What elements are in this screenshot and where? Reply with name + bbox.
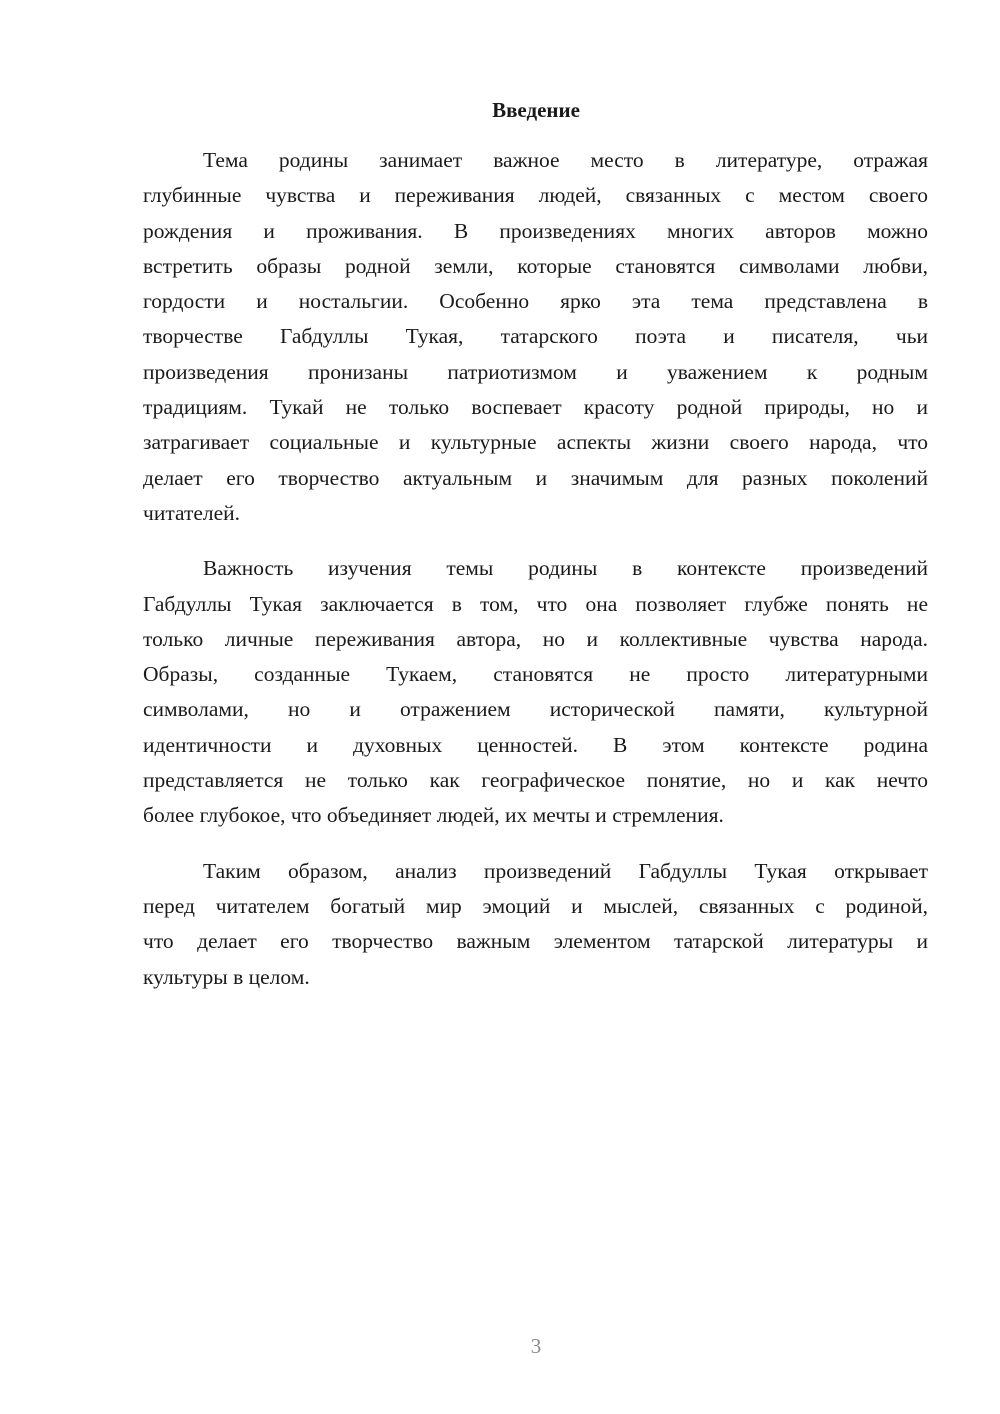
text-line: перед читателем богатый мир эмоций и мыслей, связанных с родиной, (143, 893, 928, 918)
text-line: читателей. (143, 500, 241, 525)
text-line: более глубокое, что объединяет людей, их мечты и стремления. (143, 803, 724, 828)
text-line: творчестве Габдуллы Тукая, татарского поэта и писателя, чьи (143, 324, 928, 349)
text-line: Образы, созданные Тукаем, становятся не просто литературными (143, 662, 928, 687)
text-line: культуры в целом. (143, 964, 310, 989)
paragraph (143, 551, 928, 833)
paragraph (143, 854, 928, 995)
text-line: произведения пронизаны патриотизмом и уважением к родным (143, 359, 928, 384)
text-line: затрагивает социальные и культурные аспекты жизни своего народа, что (143, 430, 928, 455)
text-line: глубинные чувства и переживания людей, связанных с местом своего (143, 183, 928, 208)
text-line: делает его творчество актуальным и значимым для разных поколений (143, 465, 928, 490)
text-line: Тема родины занимает важное место в литературе, отражая (203, 148, 928, 172)
text-line: представляется не только как географическое понятие, но и как нечто (143, 768, 928, 793)
text-line: что делает его творчество важным элементом татарской литературы и (143, 929, 928, 954)
text-line: традициям. Тукай не только воспевает красоту родной природы, но и (143, 395, 928, 420)
text-line: символами, но и отражением исторической памяти, культурной (143, 697, 928, 722)
document-body (143, 143, 928, 1015)
text-line: гордости и ностальгии. Особенно ярко эта тема представлена в (143, 289, 928, 314)
section-title: Введение (492, 98, 580, 122)
text-line: Таким образом, анализ произведений Габдуллы Тукая открывает (203, 858, 928, 883)
text-line: Важность изучения темы родины в контексте произведений (203, 556, 928, 581)
text-line: идентичности и духовных ценностей. В этом контексте родина (143, 732, 928, 757)
paragraph (143, 143, 928, 531)
text-line: рождения и проживания. В произведениях многих авторов можно (143, 218, 928, 243)
text-line: Габдуллы Тукая заключается в том, что она позволяет глубже понять не (143, 591, 928, 616)
page-number: 3 (530, 1334, 542, 1358)
text-line: только личные переживания автора, но и коллективные чувства народа. (143, 626, 928, 651)
text-line: встретить образы родной земли, которые становятся символами любви, (143, 253, 928, 278)
